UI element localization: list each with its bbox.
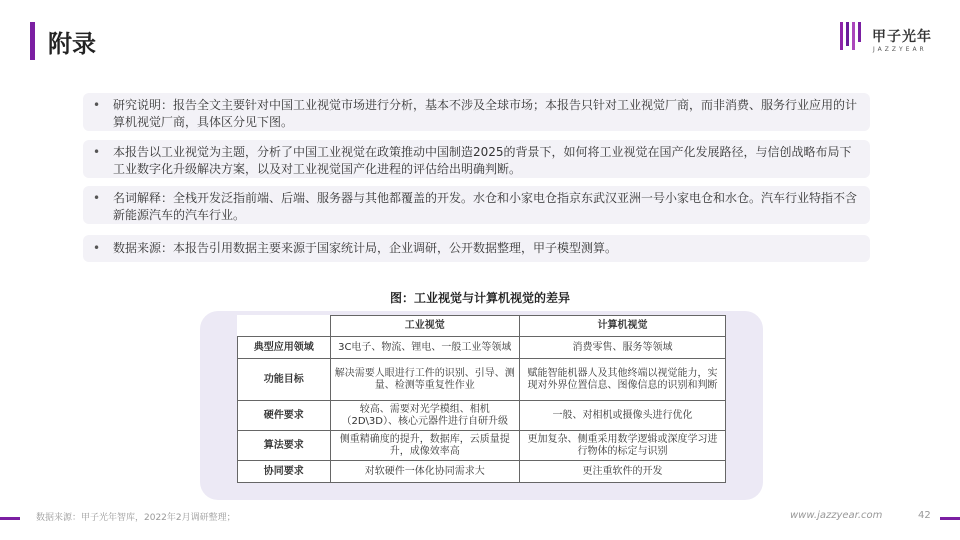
table-row	[238, 337, 726, 359]
row-label: 协同要求	[238, 461, 331, 483]
row-label: 功能目标	[238, 359, 331, 401]
page-number: 42	[918, 510, 931, 521]
cell-industrial: 侧重精确度的提升，数据库，云质量提升，成像效率高	[330, 431, 519, 461]
row-label: 算法要求	[238, 431, 331, 461]
table-row	[238, 401, 726, 431]
column-header-cv: 计算机视觉	[519, 316, 725, 337]
note-topic	[83, 140, 870, 178]
note-text: 名词解释：全栈开发泛指前端、后端、服务器与其他都覆盖的开发。水仓和小家电仓指京东武汉亚洲一号小家电仓和水仓。汽车行业特指不含新能源汽车的汽车行业。	[113, 191, 858, 222]
cell-cv: 赋能智能机器人及其他终端以视觉能力，实现对外界位置信息、图像信息的识别和判断	[519, 359, 725, 401]
table-header-row	[238, 316, 726, 337]
logo-name: 甲子光年	[872, 29, 932, 45]
cell-industrial: 3C电子、物流、锂电、一般工业等领域	[330, 337, 519, 359]
comparison-table	[237, 315, 726, 483]
bullet-icon: •	[93, 98, 101, 112]
brand-logo	[838, 20, 948, 60]
table-row	[238, 431, 726, 461]
footer-url-link[interactable]: www.jazzyear.com	[790, 510, 883, 521]
note-text: 研究说明：报告全文主要针对中国工业视觉市场进行分析，基本不涉及全球市场；本报告只针对工业视觉厂商，而非消费、服务行业应用的计算机视觉厂商，具体区分见下图。	[113, 98, 858, 129]
note-glossary	[83, 186, 870, 224]
bullet-icon: •	[93, 191, 101, 205]
table-corner-cell	[238, 316, 331, 337]
cell-cv: 消费零售、服务等领域	[519, 337, 725, 359]
logo-subtitle: JAZZYEAR	[873, 46, 927, 53]
cell-industrial: 较高、需要对光学模组、相机（2D\3D）、核心元器件进行自研升级	[330, 401, 519, 431]
table-row	[238, 461, 726, 483]
note-research	[83, 93, 870, 131]
table-row	[238, 359, 726, 401]
cell-cv: 更注重软件的开发	[519, 461, 725, 483]
page-title: 附录	[48, 30, 96, 58]
row-label: 典型应用领域	[238, 337, 331, 359]
cell-cv: 一般、对相机或摄像头进行优化	[519, 401, 725, 431]
cell-industrial: 对软硬件一体化协同需求大	[330, 461, 519, 483]
row-label: 硬件要求	[238, 401, 331, 431]
note-text: 本报告以工业视觉为主题，分析了中国工业视觉在政策推动中国制造2025的背景下，如何将工业视觉在国产化发展路径，与信创战略布局下工业数字化升级解决方案，以及对工业视觉国产化进程的评估给出明确判断。	[113, 145, 852, 176]
title-accent-bar	[30, 22, 35, 60]
figure-title: 图：工业视觉与计算机视觉的差异	[389, 291, 570, 305]
bullet-icon: •	[93, 145, 101, 159]
jazzyear-logo-icon	[838, 20, 866, 52]
footer-accent-right	[940, 517, 960, 520]
cell-cv: 更加复杂、侧重采用数学逻辑或深度学习进行物体的标定与识别	[519, 431, 725, 461]
note-text: 数据来源：本报告引用数据主要来源于国家统计局，企业调研，公开数据整理，甲子模型测算。	[113, 241, 618, 255]
cell-industrial: 解决需要人眼进行工件的识别、引导、测量、检测等重复性作业	[330, 359, 519, 401]
footer-source: 数据来源：甲子光年智库，2022年2月调研整理；	[36, 513, 236, 523]
note-data-source	[83, 235, 870, 262]
bullet-icon: •	[93, 241, 101, 255]
footer-accent-left	[0, 517, 20, 520]
column-header-industrial: 工业视觉	[330, 316, 519, 337]
